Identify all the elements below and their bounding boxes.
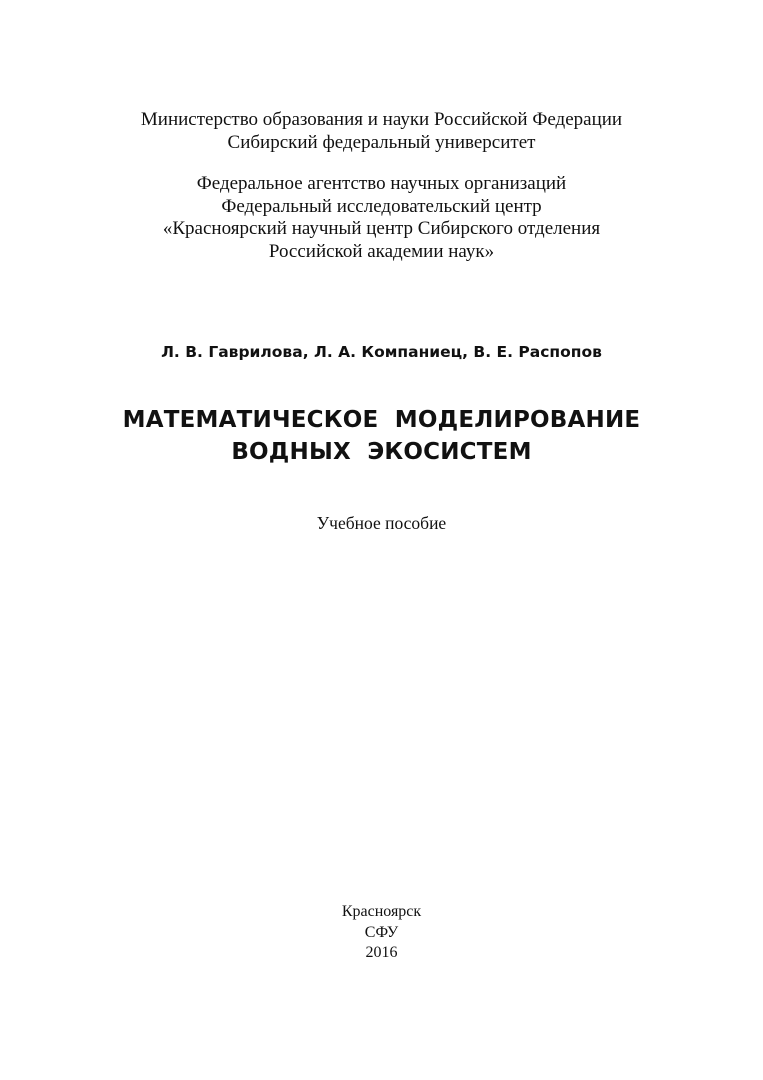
header-research-center: [0, 173, 763, 263]
imprint-year: 2016: [365, 944, 398, 961]
ministry-line: Министерство образования и науки Российской Федерации: [140, 109, 623, 130]
imprint-publisher: СФУ: [364, 923, 399, 941]
header-institutions: [0, 108, 763, 154]
imprint: [0, 902, 763, 964]
research-center-line: Федеральный исследовательский центр: [221, 195, 542, 217]
book-title: [0, 404, 763, 468]
title-line: МАТЕМАТИЧЕСКОЕ МОДЕЛИРОВАНИЕ: [122, 407, 641, 433]
agency-line: Федеральное агентство научных организаций: [196, 173, 567, 194]
university-line: Сибирский федеральный университет: [227, 132, 536, 153]
imprint-city: Красноярск: [341, 903, 422, 920]
research-center-line: Российской академии наук»: [268, 240, 495, 262]
book-subtitle: Учебное пособие: [316, 513, 447, 533]
title-line: ВОДНЫХ ЭКОСИСТЕМ: [231, 439, 532, 465]
research-center-line: «Красноярский научный центр Сибирского отделения: [162, 218, 601, 239]
authors: Л. В. Гаврилова, Л. А. Компаниец, В. Е. Распопов: [161, 343, 602, 361]
